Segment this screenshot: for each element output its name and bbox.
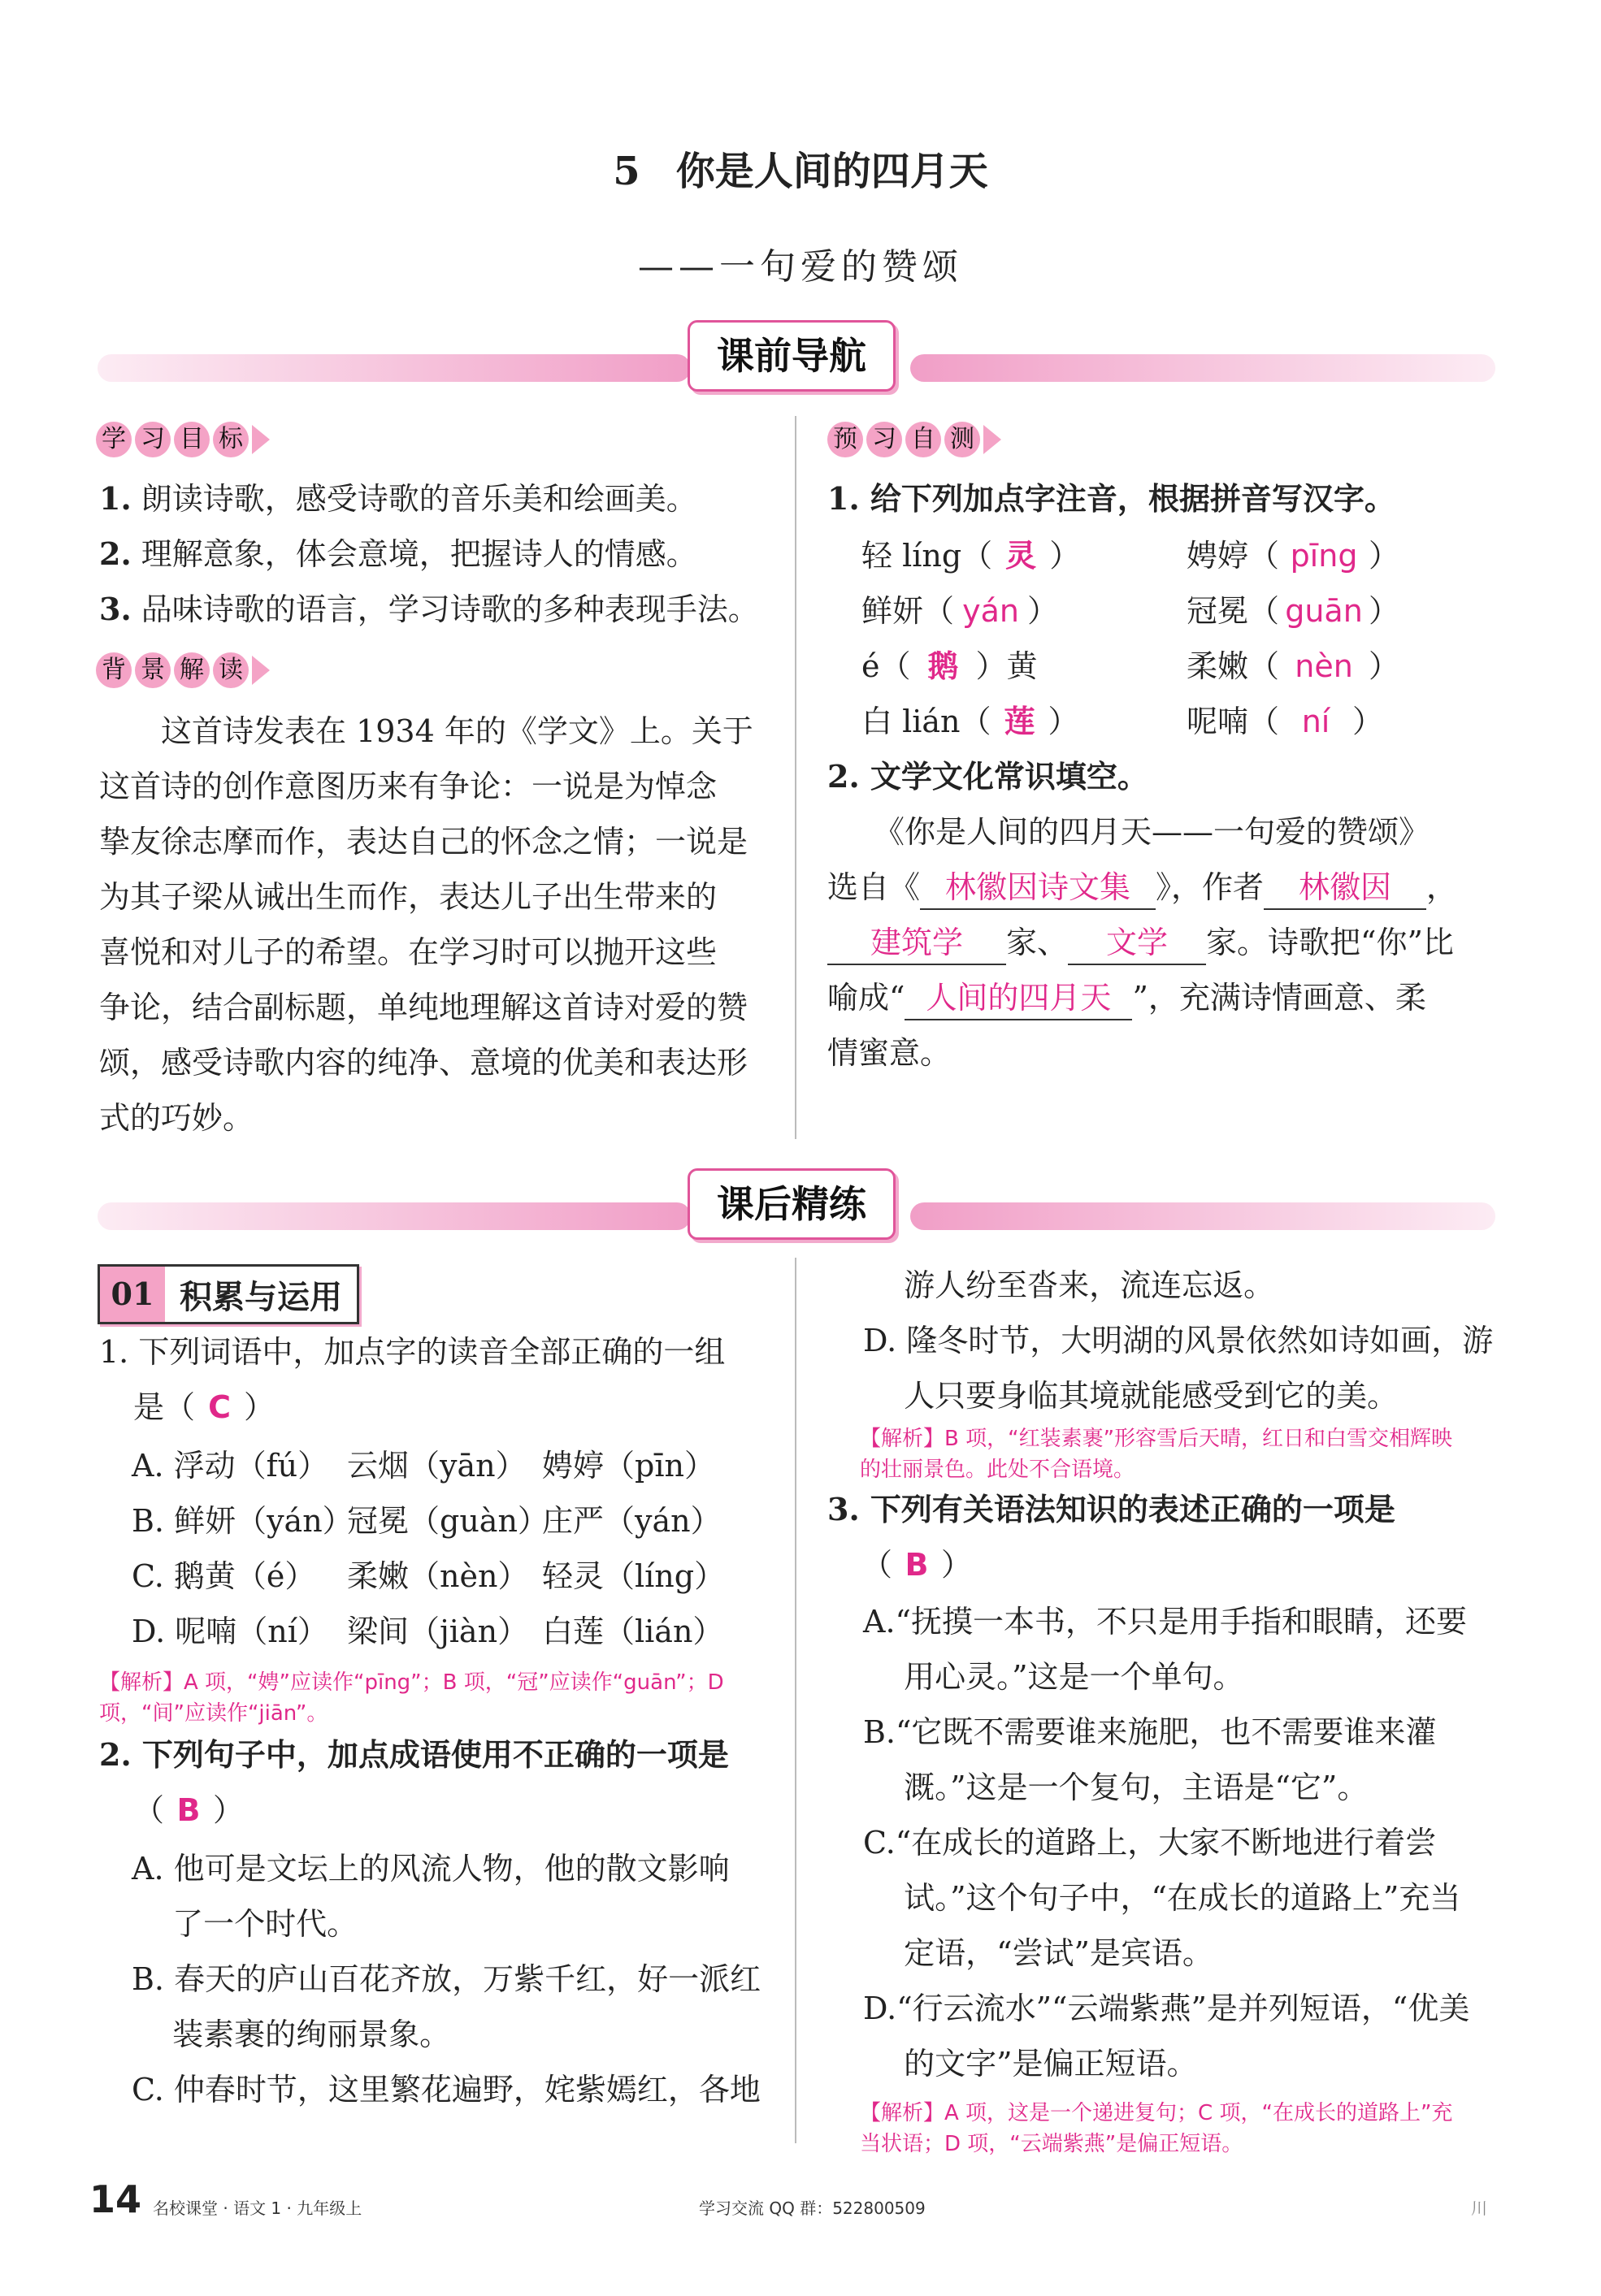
q3-options: A.“抚摸一本书，不只是用手指和眼睛，还要 用心灵。”这是一个单句。 B.“它既不需要谁来施肥，也不需要谁来灌 溉。”这是一个复句，主语是“它”。 C.“在成长的道路上，大家不断地进行着尝 试。”这个句子中，“在成长的道路上”充当 定语，“尝试”是宾语。 D.“行云流水”“云端紫燕”是并列短语，“优美 的文字”是偏正短语。 xyxy=(863,1604,1470,2082)
banner-decoration-right xyxy=(910,354,1495,382)
tag-learning-goals: 学 习 目 标 xyxy=(96,419,270,460)
question-1: 1. 下列词语中，加点字的读音全部正确的一组 是（ C ） xyxy=(99,1334,726,1425)
pinyin-item: 白 lián（ 莲 ） xyxy=(861,704,1079,739)
section-label: 积累与运用 xyxy=(180,1277,342,1316)
option-row: D. 呢喃（ní） 梁间（jiàn） 白莲（lián） xyxy=(132,1614,724,1649)
lesson-subtitle: ——一句爱的赞颂 xyxy=(638,246,963,288)
pinyin-item: é（ 鹅 ）黄 xyxy=(861,648,1038,684)
option-row: A. 浮动（fú） 云烟（yān） 娉婷（pīn） xyxy=(132,1448,715,1484)
q3-analysis: 【解析】A 项，这是一个递进复句；C 项，“在成长的道路上”充 当状语；D 项，“云端紫燕”是偏正短语。 xyxy=(860,2101,1453,2156)
pinyin-item: 轻 líng（ 灵 ） xyxy=(861,538,1081,574)
tag-background: 背 景 解 读 xyxy=(96,650,270,691)
option-row: B. 鲜妍（yán）冠冕（guàn）庄严（yán） xyxy=(132,1503,722,1539)
banner-post-class: 课后精练 xyxy=(688,1168,896,1240)
column-divider xyxy=(795,416,796,1139)
banner-pre-class: 课前导航 xyxy=(688,320,896,392)
preview-q2: 2. 文学文化常识填空。 xyxy=(827,758,1148,795)
lesson-title-text: 你是人间的四月天 xyxy=(675,149,988,194)
pinyin-item: 娉婷（ pīng ） xyxy=(1187,538,1400,574)
section-number: 01 xyxy=(100,1267,165,1322)
qq-group: 学习交流 QQ 群：522800509 xyxy=(699,2199,926,2218)
pinyin-item: 呢喃（ ní ） xyxy=(1187,704,1384,739)
fill-paragraph: 《你是人间的四月天——一句爱的赞颂》 选自《 林徽因诗文集 》，作者 林徽因 ， 建筑学 家、 文学 家。诗歌把“你”比 喻成“ 人间的四月天 ”，充满诗情画意、柔 情蜜意。 xyxy=(827,814,1458,1071)
goals-list xyxy=(99,471,766,637)
q2-options: A. 他可是文坛上的风流人物，他的散文影响 了一个时代。 B. 春天的庐山百花齐放，万紫千红，好一派红 装素裹的绚丽景象。 C. 仲春时节，这里繁花遍野，姹紫嫣红，各地 xyxy=(132,1851,761,2108)
lesson-number: 5 xyxy=(613,149,640,194)
lesson-title xyxy=(0,140,1601,196)
page-number: 14 xyxy=(89,2177,142,2221)
goal-item: 1. 朗读诗歌，感受诗歌的音乐美和绘画美。 xyxy=(99,480,697,517)
tag-preview-test: 预 习 自 测 xyxy=(827,419,1001,460)
pinyin-item: 柔嫩（ nèn ） xyxy=(1187,648,1400,684)
q2-analysis: 【解析】B 项，“红装素裹”形容雪后天晴，红日和白雪交相辉映 的壮丽景色。此处不合语境。 xyxy=(860,1427,1453,1482)
book-info: 名校课堂 · 语文 1 · 九年级上 xyxy=(153,2199,362,2218)
pinyin-item: 冠冕（ guān ） xyxy=(1187,593,1400,629)
section-01-header xyxy=(98,1264,359,1324)
q1-options xyxy=(132,1438,782,1659)
banner-decoration-left xyxy=(98,354,691,382)
option-row: C. 鹅黄（é） 柔嫩（nèn） 轻灵（líng） xyxy=(132,1558,726,1594)
background-text: 这首诗发表在 1934 年的《学文》上。关于 这首诗的创作意图历来有争论：一说是为悼念 挚友徐志摩而作，表达自己的怀念之情；一说是 为其子梁从诫出生而作，表达儿子出生带来的 喜悦和对儿子的希望。在学习时可以抛开这些 争论，结合副标题，单纯地理解这首诗对爱的赞 颂，感受诗歌内容的纯净、意境的优美和表达形 式的巧妙。 xyxy=(99,713,753,1136)
pinyin-item: 鲜妍（ yán ） xyxy=(861,593,1059,629)
goal-item: 2. 理解意象，体会意境，把握诗人的情感。 xyxy=(99,535,697,572)
question-3: 3. 下列有关语法知识的表述正确的一项是 （ B ） xyxy=(827,1491,1395,1583)
region-mark: 川 xyxy=(1471,2199,1487,2218)
banner-decoration-left xyxy=(98,1202,691,1230)
goal-item: 3. 品味诗歌的语言，学习诗歌的多种表现手法。 xyxy=(99,591,759,627)
preview-q1: 1. 给下列加点字注音，根据拼音写汉字。 xyxy=(827,480,1395,517)
q1-analysis: 【解析】A 项，“娉”应读作“pīng”；B 项，“冠”应读作“guān”；D 项，“间”应读作“jiān”。 xyxy=(99,1670,724,1726)
q2-options-continued: 游人纷至沓来，流连忘返。 D. 隆冬时节，大明湖的风景依然如诗如画，游 人只要身临其境就能感受到它的美。 xyxy=(863,1267,1494,1414)
question-2: 2. 下列句子中，加点成语使用不正确的一项是 （ B ） xyxy=(99,1736,729,1828)
column-divider xyxy=(795,1258,796,2143)
banner-decoration-right xyxy=(910,1202,1495,1230)
